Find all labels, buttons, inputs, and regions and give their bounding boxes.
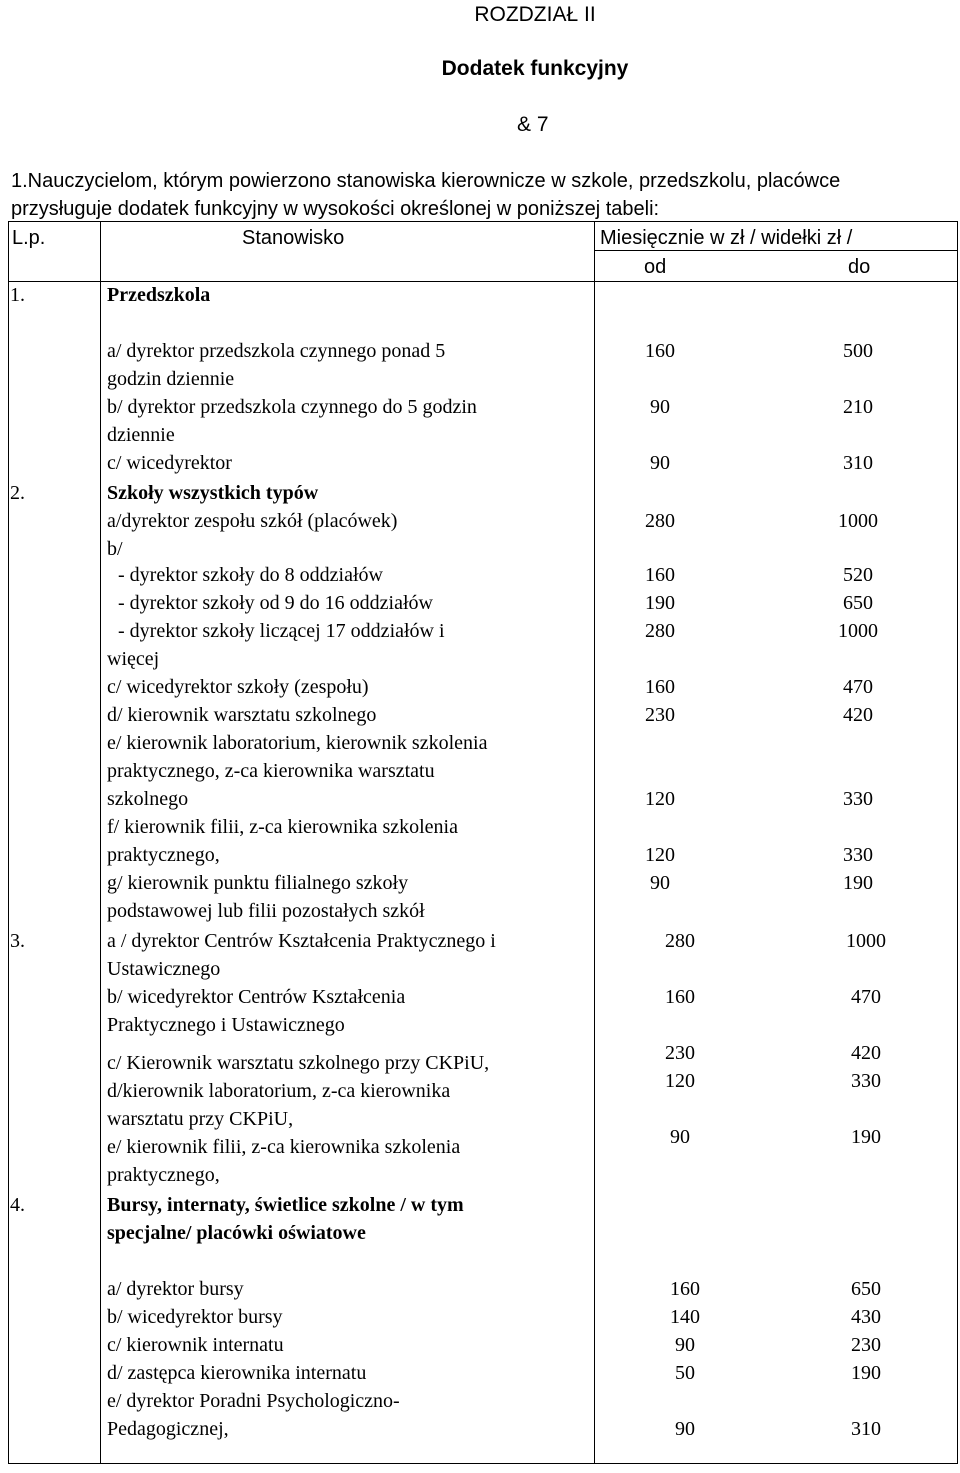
amount-from: 120: [645, 788, 675, 810]
amount-to: 650: [843, 592, 873, 614]
position-line: c/ kierownik internatu: [107, 1334, 284, 1356]
amount-to: 430: [851, 1306, 881, 1328]
amount-from: 90: [650, 396, 670, 418]
amount-to: 230: [851, 1334, 881, 1356]
position-line: e/ dyrektor Poradni Psychologiczno-: [107, 1390, 400, 1412]
position-line: e/ kierownik filii, z-ca kierownika szkolenia: [107, 1136, 461, 1158]
amount-to: 520: [843, 564, 873, 586]
column-header-monthly: Miesięcznie w zł / widełki zł /: [600, 227, 853, 249]
section-heading: Szkoły wszystkich typów: [107, 482, 319, 504]
position-line: f/ kierownik filii, z-ca kierownika szkolenia: [107, 816, 458, 838]
amount-from: 160: [665, 986, 695, 1008]
position-line: b/ dyrektor przedszkola czynnego do 5 godzin: [107, 396, 477, 418]
amount-to: 310: [851, 1418, 881, 1440]
position-line: - dyrektor szkoły do 8 oddziałów: [118, 564, 383, 586]
amount-to: 310: [843, 452, 873, 474]
position-line: a / dyrektor Centrów Kształcenia Praktycznego i: [107, 930, 496, 952]
position-line: a/dyrektor zespołu szkół (placówek): [107, 510, 398, 532]
position-line: więcej: [107, 648, 160, 670]
position-line: c/ wicedyrektor szkoły (zespołu): [107, 676, 369, 698]
position-line: podstawowej lub filii pozostałych szkół: [107, 900, 425, 922]
amount-from: 280: [645, 620, 675, 642]
amount-to: 190: [843, 872, 873, 894]
position-line: b/ wicedyrektor bursy: [107, 1306, 283, 1328]
amount-from: 140: [670, 1306, 700, 1328]
column-header-from: od: [644, 256, 667, 278]
document-title: Dodatek funkcyjny: [441, 57, 629, 80]
amount-from: 280: [645, 510, 675, 532]
amount-from: 160: [645, 564, 675, 586]
position-line: Pedagogicznej,: [107, 1418, 229, 1440]
amount-to: 190: [851, 1126, 881, 1148]
section-number: 2.: [10, 482, 25, 504]
table-column-divider-position: [594, 221, 595, 1464]
position-line: b/: [107, 538, 123, 560]
column-header-lp: L.p.: [12, 227, 46, 249]
amount-to: 330: [843, 788, 873, 810]
amount-to: 420: [851, 1042, 881, 1064]
amount-from: 160: [670, 1278, 700, 1300]
position-line: g/ kierownik punktu filialnego szkoły: [107, 872, 409, 894]
table-border-right: [957, 221, 958, 1464]
amount-to: 420: [843, 704, 873, 726]
position-line: d/ kierownik warsztatu szkolnego: [107, 704, 377, 726]
amount-from: 90: [670, 1126, 690, 1148]
position-line: Ustawicznego: [107, 958, 221, 980]
position-line: dziennie: [107, 424, 175, 446]
intro-line-2: przysługuje dodatek funkcyjny w wysokości określonej w poniższej tabeli:: [11, 198, 660, 220]
position-line: a/ dyrektor przedszkola czynnego ponad 5: [107, 340, 446, 362]
amount-to: 330: [851, 1070, 881, 1092]
amount-to: 650: [851, 1278, 881, 1300]
position-line: c/ wicedyrektor: [107, 452, 232, 474]
position-line: b/ wicedyrektor Centrów Kształcenia: [107, 986, 406, 1008]
position-line: d/kierownik laboratorium, z-ca kierownika: [107, 1080, 451, 1102]
amount-to: 1000: [838, 510, 878, 532]
position-line: a/ dyrektor bursy: [107, 1278, 244, 1300]
position-line: c/ Kierownik warsztatu szkolnego przy CKPiU,: [107, 1052, 490, 1074]
position-line: praktycznego,: [107, 1164, 220, 1186]
amount-from: 160: [645, 676, 675, 698]
amount-from: 90: [650, 452, 670, 474]
table-border-left: [8, 221, 9, 1464]
amount-from: 230: [645, 704, 675, 726]
column-header-position: Stanowisko: [242, 227, 345, 249]
table-border-top: [8, 221, 958, 222]
amount-to: 330: [843, 844, 873, 866]
position-line: d/ zastępca kierownika internatu: [107, 1362, 367, 1384]
amount-to: 1000: [838, 620, 878, 642]
table-subheader-line: [594, 250, 958, 251]
section-heading: specjalne/ placówki oświatowe: [107, 1222, 366, 1244]
section-number: 4.: [10, 1194, 25, 1216]
amount-from: 90: [650, 872, 670, 894]
amount-from: 120: [665, 1070, 695, 1092]
position-line: warsztatu przy CKPiU,: [107, 1108, 294, 1130]
amount-to: 190: [851, 1362, 881, 1384]
amount-to: 500: [843, 340, 873, 362]
position-line: godzin dziennie: [107, 368, 235, 390]
amount-from: 120: [645, 844, 675, 866]
position-line: - dyrektor szkoły od 9 do 16 oddziałów: [118, 592, 433, 614]
position-line: e/ kierownik laboratorium, kierownik szkolenia: [107, 732, 488, 754]
table-border-bottom: [8, 1463, 958, 1464]
chapter-heading: ROZDZIAŁ II: [474, 3, 596, 26]
section-heading: Przedszkola: [107, 284, 211, 306]
position-line: szkolnego: [107, 788, 189, 810]
paragraph-mark: & 7: [517, 113, 549, 136]
amount-from: 230: [665, 1042, 695, 1064]
table-header-bottom: [8, 281, 958, 282]
table-column-divider-lp: [100, 221, 101, 1464]
amount-from: 50: [675, 1362, 695, 1384]
amount-from: 280: [665, 930, 695, 952]
amount-from: 90: [675, 1418, 695, 1440]
position-line: praktycznego, z-ca kierownika warsztatu: [107, 760, 435, 782]
position-line: - dyrektor szkoły liczącej 17 oddziałów i: [118, 620, 445, 642]
section-number: 3.: [10, 930, 25, 952]
section-heading: Bursy, internaty, świetlice szkolne / w tym: [107, 1194, 464, 1216]
amount-from: 160: [645, 340, 675, 362]
intro-line-1: 1.Nauczycielom, którym powierzono stanowiska kierownicze w szkole, przedszkolu, placówce: [11, 170, 841, 192]
amount-from: 90: [675, 1334, 695, 1356]
amount-to: 1000: [846, 930, 886, 952]
amount-from: 190: [645, 592, 675, 614]
amount-to: 470: [843, 676, 873, 698]
position-line: praktycznego,: [107, 844, 220, 866]
amount-to: 210: [843, 396, 873, 418]
section-number: 1.: [10, 284, 25, 306]
position-line: Praktycznego i Ustawicznego: [107, 1014, 345, 1036]
column-header-to: do: [848, 256, 871, 278]
amount-to: 470: [851, 986, 881, 1008]
